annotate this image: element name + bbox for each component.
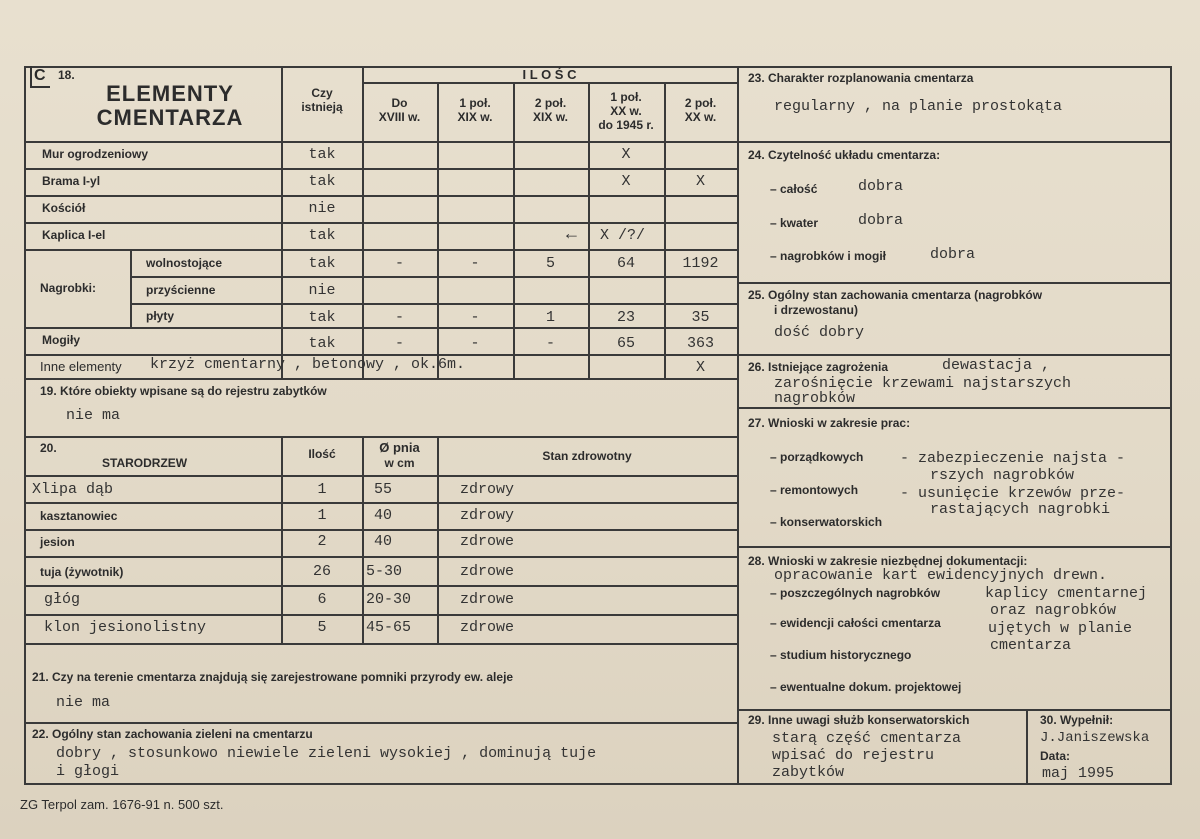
s28-t4: cmentarza <box>990 637 1072 654</box>
period-3-l2: XIX w. <box>533 110 568 124</box>
s30-label: 30. Wypełnił: <box>1040 713 1114 727</box>
s28-item-individual: – poszczególnych nagrobków <box>770 586 941 600</box>
section-number: 18. <box>58 68 75 82</box>
s27-item-cleanup: – porządkowych <box>770 450 864 464</box>
exists-header-2: istnieją <box>301 100 343 114</box>
cell: X <box>621 146 631 163</box>
s24-value-graves: dobra <box>930 246 976 263</box>
row-exists-wall: tak <box>308 146 336 163</box>
tree-diam: 55 <box>374 481 393 498</box>
arrow-left-icon: ← <box>566 225 577 245</box>
s21-value: nie ma <box>56 694 111 711</box>
s24-label: 24. Czytelność układu cmentarza: <box>748 148 941 162</box>
s20-col-diam-1: Ø pnia <box>379 440 420 455</box>
tree-diam: 40 <box>374 533 393 550</box>
tree-name: jesion <box>40 535 75 549</box>
cell: - <box>470 255 480 272</box>
period-4-l3: do 1945 r. <box>598 118 654 132</box>
tree-qty: 1 <box>317 507 327 524</box>
row-exists-wall-mounted: nie <box>308 282 336 299</box>
cell: X <box>695 173 705 190</box>
s24-item-quarters: – kwater <box>770 216 819 230</box>
cell: 64 <box>616 255 635 272</box>
s20-col-health: Stan zdrowotny <box>542 449 632 463</box>
s24-value-whole: dobra <box>858 178 904 195</box>
s22-label: 22. Ogólny stan zachowania zieleni na cmentarzu <box>32 727 313 741</box>
row-exists-chapel: tak <box>308 227 336 244</box>
s19-label: 19. Które obiekty wpisane są do rejestru zabytków <box>40 384 327 398</box>
row-label-church: Kościół <box>42 201 86 215</box>
s30-name: J.Janiszewska <box>1040 730 1150 746</box>
s21-label: 21. Czy na terenie cmentarza znajdują się zarejestrowane pomniki przyrody ew. aleje <box>32 670 514 684</box>
cell: 5 <box>545 255 555 272</box>
s25-label-1: 25. Ogólny stan zachowania cmentarza (nagrobków <box>748 288 1043 302</box>
tree-qty: 26 <box>312 563 331 580</box>
s27-t1: - zabezpieczenie najsta - <box>900 450 1126 467</box>
s27-t2: rszych nagrobków <box>930 467 1075 484</box>
s24-item-whole: – całość <box>770 182 818 196</box>
s28-t0: opracowanie kart ewidencyjnych drewn. <box>774 567 1108 584</box>
section-code: C <box>30 66 50 88</box>
cell: X <box>621 173 631 190</box>
s25-value: dość dobry <box>774 324 865 341</box>
s24-item-graves: – nagrobków i mogił <box>770 249 887 263</box>
s26-l1: dewastacja , <box>942 357 1051 374</box>
row-exists-slabs: tak <box>308 309 336 326</box>
s28-t1: kaplicy cmentarnej <box>985 585 1148 602</box>
s23-value: regularny , na planie prostokąta <box>774 98 1063 115</box>
tree-diam: 45-65 <box>366 619 412 636</box>
tree-health: zdrowe <box>460 533 515 550</box>
tree-diam: 5-30 <box>366 563 403 580</box>
other-elements-label: Inne elementy <box>40 359 122 374</box>
s20-number: 20. <box>40 441 57 455</box>
row-label-wall: Mur ogrodzeniowy <box>42 147 148 161</box>
quantity-header: I L O Ś C <box>522 67 577 82</box>
cell: X <box>695 359 705 376</box>
exists-header-1: Czy <box>311 86 333 100</box>
s28-t3: ujętych w planie <box>988 620 1133 637</box>
cell: 65 <box>616 335 635 352</box>
period-3-l1: 2 poł. <box>534 96 567 110</box>
row-exists-graves: tak <box>308 335 336 352</box>
s26-label: 26. Istniejące zagrożenia <box>748 360 889 374</box>
s22-line1: dobry , stosunkowo niewiele zieleni wysokiej , dominują tuje <box>56 745 597 762</box>
s22-line2: i głogi <box>56 763 120 780</box>
s28-item-design: – ewentualne dokum. projektowej <box>770 680 962 694</box>
cell: 1 <box>545 309 555 326</box>
s24-value-quarters: dobra <box>858 212 904 229</box>
row-exists-gate: tak <box>308 173 336 190</box>
tree-health: zdrowe <box>460 563 515 580</box>
row-label-chapel: Kaplica I-el <box>42 228 106 242</box>
tree-qty: 5 <box>317 619 327 636</box>
period-4-l1: 1 poł. <box>610 90 642 104</box>
cell: 35 <box>691 309 710 326</box>
row-exists-church: nie <box>308 200 336 217</box>
cell: - <box>394 309 404 326</box>
period-2-l2: XIX w. <box>457 110 493 124</box>
s29-l2: wpisać do rejestru <box>772 747 935 764</box>
row-exists-freestanding: tak <box>308 255 336 272</box>
s25-label-2: i drzewostanu) <box>774 303 859 317</box>
row-label-gate: Brama I-yl <box>42 174 101 188</box>
s30-date-label: Data: <box>1040 749 1071 763</box>
tree-qty: 2 <box>317 533 327 550</box>
tree-health: zdrowy <box>460 481 515 498</box>
period-5-l1: 2 poł. <box>684 96 717 110</box>
tree-health: zdrowy <box>460 507 515 524</box>
cell: - <box>470 335 480 352</box>
cell: 23 <box>616 309 635 326</box>
tree-health: zdrowe <box>460 619 515 636</box>
other-elements-text: krzyż cmentarny , betonowy , ok.6m. <box>150 356 466 373</box>
cell: 1192 <box>682 255 719 272</box>
tree-name: tuja (żywotnik) <box>40 565 124 579</box>
period-1-l2: XVIII w. <box>378 110 421 124</box>
s28-item-whole: – ewidencji całości cmentarza <box>770 616 941 630</box>
cell: - <box>394 255 404 272</box>
tree-health: zdrowe <box>460 591 515 608</box>
s28-item-historical: – studium historycznego <box>770 648 912 662</box>
tree-diam: 40 <box>374 507 393 524</box>
row-label-freestanding: wolnostojące <box>146 256 223 270</box>
tree-name: Xlipa dąb <box>32 481 114 498</box>
s27-t3: - usunięcie krzewów prze- <box>900 485 1126 502</box>
tree-name: klon jesionolistny <box>44 619 207 636</box>
cell: - <box>545 335 555 352</box>
row-label-graves: Mogiły <box>42 333 80 347</box>
tree-qty: 1 <box>317 481 327 498</box>
s23-label: 23. Charakter rozplanowania cmentarza <box>748 71 974 85</box>
s27-item-conservation: – konserwatorskich <box>770 515 883 529</box>
s29-l3: zabytków <box>772 764 845 781</box>
tree-name: kasztanowiec <box>40 509 118 523</box>
s26-l3: nagrobków <box>774 390 856 407</box>
title-line1: ELEMENTY <box>106 81 234 106</box>
cell: 363 <box>686 335 714 352</box>
s27-t4: rastających nagrobki <box>930 501 1111 518</box>
title-line2: CMENTARZA <box>96 105 244 130</box>
period-5-l2: XX w. <box>684 110 717 124</box>
s30-date: maj 1995 <box>1042 765 1115 782</box>
period-2-l1: 1 poł. <box>459 96 491 110</box>
period-1-l1: Do <box>391 96 408 110</box>
cell: - <box>394 335 404 352</box>
period-4-l2: XX w. <box>610 104 642 118</box>
s20-col-diam-2: w cm <box>384 456 415 470</box>
row-label-wall-mounted: przyścienne <box>146 283 216 297</box>
tree-qty: 6 <box>317 591 327 608</box>
s20-title: STARODRZEW <box>102 456 188 470</box>
s28-label: 28. Wnioski w zakresie niezbędnej dokumentacji: <box>748 554 1028 568</box>
row-label-slabs: płyty <box>146 309 175 323</box>
s27-item-repair: – remontowych <box>770 483 859 497</box>
tree-name: głóg <box>44 591 81 608</box>
s19-value: nie ma <box>66 407 121 424</box>
cell: - <box>470 309 480 326</box>
s29-label: 29. Inne uwagi służb konserwatorskich <box>748 713 970 727</box>
gravestones-label: Nagrobki: <box>40 281 97 295</box>
s26-l2: zarośnięcie krzewami najstarszych <box>774 375 1072 392</box>
s20-col-qty: Ilość <box>308 447 336 461</box>
printer-footer: ZG Terpol zam. 1676-91 n. 500 szt. <box>20 797 224 812</box>
s28-t2: oraz nagrobków <box>990 602 1117 619</box>
cell: X /?/ <box>600 227 646 244</box>
tree-diam: 20-30 <box>366 591 412 608</box>
s29-l1: starą część cmentarza <box>772 730 962 747</box>
s27-label: 27. Wnioski w zakresie prac: <box>748 416 911 430</box>
